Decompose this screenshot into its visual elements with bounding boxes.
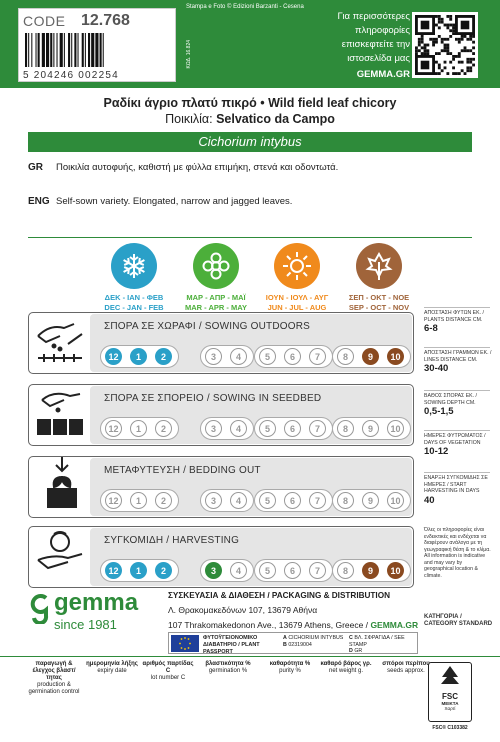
month-circle: 8 [337, 420, 354, 437]
month-circle: 10 [387, 420, 404, 437]
month-circle: 7 [309, 348, 326, 365]
sowing-hand-icon [34, 314, 86, 364]
barcode-panel [18, 8, 176, 82]
footer-column-en: expiry date [97, 668, 127, 674]
month-circle: 6 [284, 348, 301, 365]
season-winter-label: ΔΕΚ - ΙΑΝ - ΦΕΒ DEC - JAN - FEB [104, 293, 164, 312]
footer-column-en: seeds approx. [387, 668, 425, 674]
passport-c-d: C ΒΛ. ΣΦΡΑΓΙΔΑ / SEE STAMP D GR [349, 635, 405, 654]
calendar-row-label: ΜΕΤΑΦΥΤΕΥΣΗ / BEDDING OUT [104, 465, 261, 476]
footer-column [140, 661, 196, 682]
month-circle: 3 [205, 420, 222, 437]
growing-info-item [424, 350, 494, 375]
divider [424, 307, 490, 308]
category-label: ΚΑΤΗΓΟΡΙΑ / CATEGORY STANDARD [424, 614, 493, 627]
footer-column-en: production & germination control [28, 682, 80, 695]
divider [424, 347, 490, 348]
fsc-code: FSC® C103382 [432, 725, 468, 731]
month-circle: 8 [337, 562, 354, 579]
growing-info-value: 30-40 [424, 363, 449, 374]
packaging-heading: ΣΥΣΚΕΥΑΣΙΑ & ΔΙΑΘΕΣΗ / PACKAGING & DISTRIBUTION [168, 591, 390, 600]
variety-name: Selvatico da Campo [216, 112, 335, 126]
header-website[interactable]: GEMMA.GR [356, 69, 410, 80]
growing-info-label: ΒΑΘΟΣ ΣΠΟΡΑΣ ΕΚ. / SOWING DEPTH CM. [424, 393, 477, 406]
month-circle: 7 [309, 492, 326, 509]
growing-info-value: 6-8 [424, 323, 438, 334]
month-circle: 10 [387, 562, 404, 579]
month-circle: 8 [337, 348, 354, 365]
lang-eng: ENG [28, 196, 50, 207]
month-circle: 9 [362, 562, 379, 579]
month-circle: 8 [337, 492, 354, 509]
month-circle: 12 [105, 420, 122, 437]
promo-text: Για περισσότερες πληροφορίες επισκεφτείτε την ιστοσελίδα μας [337, 11, 410, 64]
month-circle: 12 [105, 562, 122, 579]
code-value: 12.768 [81, 12, 130, 29]
footer-column [378, 661, 434, 675]
calendar-row-label: ΣΠΟΡΑ ΣΕ ΣΠΟΡΕΙΟ / SOWING IN SEEDBED [104, 393, 322, 404]
growing-info-item [424, 433, 494, 458]
month-circle: 5 [259, 562, 276, 579]
seedbed-icon [34, 386, 86, 438]
address-gr: Λ. Θρακομακεδόνων 107, 13679 Αθήνα [168, 605, 318, 615]
footer-column-en: net weight g. [328, 668, 364, 674]
footer-column-gr: σπόροι περίπου [382, 661, 430, 667]
disclaimer-note: Όλες οι πληροφορίες είναι ενδεικτικές και ενδέχεται να διαφέρουν ανάλογα με τη γεωγραφική θέση & το κλίμα. All information is indicative and may vary by geographical location & climate. [424, 527, 491, 579]
month-circle: 3 [205, 562, 222, 579]
month-circle: 2 [155, 420, 172, 437]
month-circle: 12 [105, 492, 122, 509]
month-circle: 7 [309, 420, 326, 437]
month-circle: 5 [259, 420, 276, 437]
month-circle: 6 [284, 562, 301, 579]
description-gr: Ποικιλία αυτοφυής, καθιστή με φύλλα επιμήκη, στενά και οδοντωτά. [56, 162, 339, 173]
divider [424, 390, 490, 391]
month-circle: 9 [362, 348, 379, 365]
footer-column [318, 661, 374, 675]
footer-column [84, 661, 140, 675]
growing-info-value: 40 [424, 494, 435, 506]
barcode-icon [23, 33, 173, 67]
month-circle: 2 [155, 492, 172, 509]
calendar-row-label: ΣΥΓΚΟΜΙΔΗ / HARVESTING [104, 535, 240, 546]
season-autumn-label: ΣΕΠ - ΟΚΤ - ΝΟΕ SEP - OCT - NOV [348, 293, 410, 312]
month-circle: 4 [230, 420, 247, 437]
brand-since: since 1981 [54, 617, 117, 632]
footer-column-en: lot number C [150, 675, 186, 681]
footer-column [200, 661, 256, 675]
company-website[interactable]: GEMMA.GR [370, 620, 419, 630]
kod-code: ΚΩΔ. 16.824 [186, 40, 192, 69]
snowflake-icon [111, 243, 157, 289]
footer-column-gr: παραγωγή & έλεγχος βλαστ/τητας [32, 661, 76, 681]
print-credit: Stampa e Foto © Edizioni Barzanti - Cesena [186, 4, 304, 10]
month-circle: 1 [130, 348, 147, 365]
variety-label: Ποικιλία: [165, 112, 213, 126]
divider [28, 237, 472, 238]
footer-column-gr: αριθμός παρτίδας C [142, 661, 194, 674]
sun-icon [274, 243, 320, 289]
calendar-row-label: ΣΠΟΡΑ ΣΕ ΧΩΡΑΦΙ / SOWING OUTDOORS [104, 321, 311, 332]
month-circle: 4 [230, 348, 247, 365]
passport-a-b: A CICHORIUM INTYBUS B 02319004 [283, 635, 344, 648]
month-circle: 2 [155, 562, 172, 579]
latin-name: Cichorium intybus [28, 132, 472, 152]
month-circle: 9 [362, 492, 379, 509]
growing-info-item [424, 475, 494, 507]
growing-info-label: ΗΜΕΡΕΣ ΦΥΤΡΩΜΑΤΟΣ / DAYS OF VEGETATION [424, 433, 486, 446]
barcode-number: 5 204246 002254 [23, 70, 119, 81]
description-eng: Self-sown variety. Elongated, narrow and jagged leaves. [56, 196, 293, 207]
footer-column-en: purity % [279, 668, 301, 674]
eu-flag-icon [171, 635, 199, 652]
gemma-logo-icon [28, 594, 50, 624]
lang-gr: GR [28, 162, 43, 173]
month-circle: 7 [309, 562, 326, 579]
product-title: Ραδίκι άγριο πλατύ πικρό • Wild field leaf chicory [103, 96, 397, 110]
footer-column-gr: βλαστικότητα % [205, 661, 251, 667]
fsc-logo: FSC ΜΕΙΚΤΑ Χαρτί [428, 662, 472, 722]
month-circle: 1 [130, 420, 147, 437]
divider [424, 472, 490, 473]
flower-icon [193, 243, 239, 289]
footer-column-gr: ημερομηνία λήξης [86, 661, 138, 667]
growing-info-label: ΕΝΑΡΞΗ ΣΥΓΚΟΜΙΔΗΣ ΣΕ ΗΜΕΡΕΣ / START HARVESTING IN DAYS [424, 475, 488, 494]
footer-column-gr: καθαρό βάρος γρ. [320, 661, 372, 667]
footer-divider [0, 656, 500, 657]
plant-passport [168, 632, 418, 654]
month-circle: 2 [155, 348, 172, 365]
growing-info-value: 0,5-1,5 [424, 406, 454, 417]
qr-code-icon[interactable] [412, 12, 478, 78]
month-circle: 6 [284, 492, 301, 509]
season-summer-label: ΙΟΥΝ - ΙΟΥΛ - ΑΥΓ JUN - JUL - AUG [265, 293, 329, 312]
growing-info-item [424, 393, 494, 418]
month-circle: 9 [362, 420, 379, 437]
growing-info-item [424, 310, 494, 335]
passport-title: ΦΥΤΟΫΓΕΙΟΝΟΜΙΚΟ ΔΙΑΒΑΤΗΡΙΟ / PLANT PASSPORT [203, 635, 260, 655]
footer-column-gr: καθαρότητα % [269, 661, 311, 667]
divider [424, 430, 490, 431]
growing-info-value: 10-12 [424, 446, 449, 457]
season-spring-label: ΜΑΡ - ΑΠΡ - ΜΑΪ MAR - APR - MAY [185, 293, 247, 312]
month-circle: 5 [259, 348, 276, 365]
month-circle: 1 [130, 492, 147, 509]
month-circle: 3 [205, 492, 222, 509]
month-circle: 4 [230, 562, 247, 579]
growing-info-label: ΑΠΟΣΤΑΣΗ ΓΡΑΜΜΩΝ ΕΚ. / LINES DISTANCE CM. [424, 350, 492, 363]
variety-line [0, 112, 500, 126]
leaf-icon [356, 243, 402, 289]
footer-column [26, 661, 82, 696]
month-circle: 12 [105, 348, 122, 365]
month-circle: 10 [387, 348, 404, 365]
transplant-icon [40, 455, 84, 513]
month-circle: 3 [205, 348, 222, 365]
month-circle: 5 [259, 492, 276, 509]
growing-info-label: ΑΠΟΣΤΑΣΗ ΦΥΤΩΝ ΕΚ. / PLANTS DISTANCE CM. [424, 310, 484, 323]
header-band [0, 0, 500, 88]
harvest-icon [34, 530, 86, 576]
month-circle: 10 [387, 492, 404, 509]
footer-column-en: germination % [208, 668, 248, 674]
month-circle: 1 [130, 562, 147, 579]
footer-column [262, 661, 318, 675]
address-en: 107 Thrakomakedonon Ave., 13679 Athens, Greece / GEMMA.GR [168, 620, 419, 630]
month-circle: 4 [230, 492, 247, 509]
fsc-tree-icon [437, 665, 463, 687]
brand-name: gemma [54, 589, 139, 616]
month-circle: 6 [284, 420, 301, 437]
code-label: CODE [23, 13, 66, 29]
